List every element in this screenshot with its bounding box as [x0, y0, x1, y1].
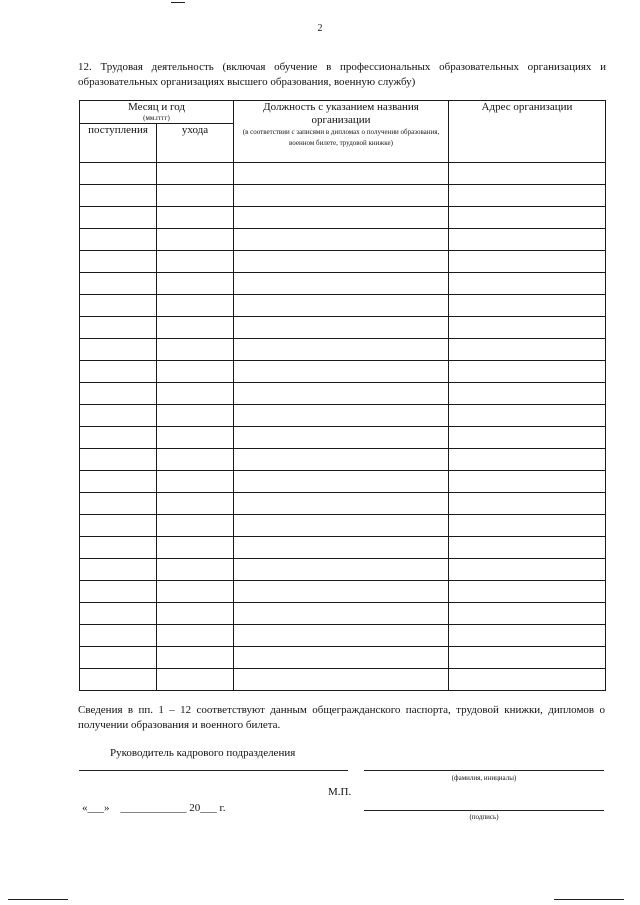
position-cell[interactable]: [234, 559, 449, 581]
scan-mark: [8, 899, 68, 900]
end-date-cell[interactable]: [157, 647, 234, 669]
end-date-cell[interactable]: [157, 515, 234, 537]
end-date-cell[interactable]: [157, 185, 234, 207]
end-date-cell[interactable]: [157, 493, 234, 515]
scan-mark: [171, 2, 185, 3]
table-row: [80, 559, 606, 581]
end-date-cell[interactable]: [157, 427, 234, 449]
table-row: [80, 669, 606, 691]
start-date-cell[interactable]: [80, 361, 157, 383]
address-cell[interactable]: [449, 625, 606, 647]
end-date-cell[interactable]: [157, 317, 234, 339]
table-row: [80, 603, 606, 625]
address-cell[interactable]: [449, 185, 606, 207]
start-date-cell[interactable]: [80, 669, 157, 691]
table-row: [80, 361, 606, 383]
end-date-cell[interactable]: [157, 339, 234, 361]
position-cell[interactable]: [234, 339, 449, 361]
position-cell[interactable]: [234, 251, 449, 273]
position-note: (в соответствии с записями в дипломах о получении образования, военном билете, трудовой книжке): [242, 128, 440, 147]
start-date-cell[interactable]: [80, 383, 157, 405]
table-row: [80, 581, 606, 603]
table-row: [80, 185, 606, 207]
address-cell[interactable]: [449, 647, 606, 669]
start-date-cell[interactable]: [80, 493, 157, 515]
table-row: [80, 537, 606, 559]
section-heading: 12. Трудовая деятельность (включая обучение в профессиональных образовательных организациях и образовательных организациях высшего образования, военную службу): [78, 61, 606, 88]
signature-line[interactable]: [364, 810, 604, 811]
start-date-cell[interactable]: [80, 449, 157, 471]
table-row: [80, 427, 606, 449]
end-date-cell[interactable]: [157, 471, 234, 493]
end-date-cell[interactable]: [157, 163, 234, 185]
start-date-cell[interactable]: [80, 207, 157, 229]
position-cell[interactable]: [234, 295, 449, 317]
position-cell[interactable]: [234, 449, 449, 471]
end-date-header: ухода: [157, 124, 234, 163]
end-date-cell[interactable]: [157, 383, 234, 405]
start-date-cell[interactable]: [80, 405, 157, 427]
start-date-cell[interactable]: [80, 185, 157, 207]
end-date-cell[interactable]: [157, 405, 234, 427]
position-cell[interactable]: [234, 405, 449, 427]
start-date-cell[interactable]: [80, 163, 157, 185]
month-year-header: [80, 101, 234, 124]
end-date-cell[interactable]: [157, 273, 234, 295]
address-cell[interactable]: [449, 163, 606, 185]
end-date-cell[interactable]: [157, 229, 234, 251]
table-row: [80, 273, 606, 295]
table-row: [80, 383, 606, 405]
end-date-cell[interactable]: [157, 603, 234, 625]
end-date-cell[interactable]: [157, 559, 234, 581]
page-number: 2: [317, 23, 323, 34]
start-date-cell[interactable]: [80, 339, 157, 361]
position-cell[interactable]: [234, 581, 449, 603]
address-cell[interactable]: [449, 273, 606, 295]
address-cell[interactable]: [449, 581, 606, 603]
address-cell[interactable]: [449, 515, 606, 537]
start-date-cell[interactable]: [80, 603, 157, 625]
end-date-cell[interactable]: [157, 669, 234, 691]
table-row: [80, 229, 606, 251]
address-cell[interactable]: [449, 493, 606, 515]
address-cell[interactable]: [449, 207, 606, 229]
position-cell[interactable]: [234, 669, 449, 691]
table-row: [80, 295, 606, 317]
end-date-cell[interactable]: [157, 581, 234, 603]
hr-signature-line[interactable]: [79, 770, 348, 771]
position-cell[interactable]: [234, 471, 449, 493]
end-date-cell[interactable]: [157, 295, 234, 317]
address-cell[interactable]: [449, 427, 606, 449]
name-line[interactable]: [364, 770, 604, 771]
stamp-label: М.П.: [328, 786, 352, 798]
address-cell[interactable]: [449, 559, 606, 581]
end-date-cell[interactable]: [157, 625, 234, 647]
table-row: [80, 449, 606, 471]
table-row: [80, 625, 606, 647]
address-cell[interactable]: [449, 471, 606, 493]
position-cell[interactable]: [234, 493, 449, 515]
address-header: Адрес организации: [449, 101, 606, 163]
start-date-cell[interactable]: [80, 559, 157, 581]
position-cell[interactable]: [234, 229, 449, 251]
table-row: [80, 339, 606, 361]
start-date-cell[interactable]: [80, 625, 157, 647]
position-cell[interactable]: [234, 185, 449, 207]
address-cell[interactable]: [449, 669, 606, 691]
position-cell[interactable]: [234, 603, 449, 625]
start-date-cell[interactable]: [80, 581, 157, 603]
address-cell[interactable]: [449, 317, 606, 339]
name-caption: (фамилия, инициалы): [451, 774, 517, 782]
start-date-cell[interactable]: [80, 229, 157, 251]
position-cell[interactable]: [234, 427, 449, 449]
start-date-cell[interactable]: [80, 427, 157, 449]
position-cell[interactable]: [234, 317, 449, 339]
address-cell[interactable]: [449, 339, 606, 361]
end-date-cell[interactable]: [157, 537, 234, 559]
table-row: [80, 207, 606, 229]
month-year-label: Месяц и год: [127, 101, 186, 113]
table-row: [80, 471, 606, 493]
position-cell[interactable]: [234, 537, 449, 559]
address-cell[interactable]: [449, 295, 606, 317]
end-date-cell[interactable]: [157, 207, 234, 229]
position-cell[interactable]: [234, 361, 449, 383]
start-date-cell[interactable]: [80, 647, 157, 669]
work-history-table: [79, 100, 606, 691]
start-date-cell[interactable]: [80, 317, 157, 339]
end-date-cell[interactable]: [157, 449, 234, 471]
address-cell[interactable]: [449, 537, 606, 559]
address-cell[interactable]: [449, 251, 606, 273]
start-date-cell[interactable]: [80, 273, 157, 295]
table-row: [80, 163, 606, 185]
date-line[interactable]: «___» ____________ 20___ г.: [82, 802, 226, 814]
start-date-cell[interactable]: [80, 471, 157, 493]
address-cell[interactable]: [449, 229, 606, 251]
certification-text: Сведения в пп. 1 – 12 соответствуют данным общегражданского паспорта, трудовой книжки, дипломов о получении образования и военного билета.: [78, 704, 605, 731]
end-date-cell[interactable]: [157, 361, 234, 383]
address-cell[interactable]: [449, 603, 606, 625]
address-cell[interactable]: [449, 405, 606, 427]
table-row: [80, 515, 606, 537]
hr-head-title: Руководитель кадрового подразделения: [110, 747, 296, 759]
position-cell[interactable]: [234, 515, 449, 537]
position-cell[interactable]: [234, 625, 449, 647]
table-row: [80, 251, 606, 273]
table-row: [80, 405, 606, 427]
table-row: [80, 647, 606, 669]
start-date-header: поступления: [80, 124, 157, 163]
position-cell[interactable]: [234, 273, 449, 295]
position-cell[interactable]: [234, 207, 449, 229]
address-cell[interactable]: [449, 361, 606, 383]
end-date-cell[interactable]: [157, 251, 234, 273]
table-body: [80, 163, 606, 691]
signature-caption: (подпись): [469, 813, 499, 821]
position-cell[interactable]: [234, 647, 449, 669]
start-date-cell[interactable]: [80, 537, 157, 559]
position-cell[interactable]: [234, 383, 449, 405]
position-label: Должность с указанием названия организации: [263, 101, 419, 126]
start-date-cell[interactable]: [80, 515, 157, 537]
address-cell[interactable]: [449, 449, 606, 471]
month-year-format: (мм.гггг): [143, 114, 170, 122]
table-row: [80, 493, 606, 515]
start-date-cell[interactable]: [80, 295, 157, 317]
address-cell[interactable]: [449, 383, 606, 405]
table-row: [80, 317, 606, 339]
scan-mark: [554, 899, 624, 900]
start-date-cell[interactable]: [80, 251, 157, 273]
position-cell[interactable]: [234, 163, 449, 185]
position-header: [234, 101, 449, 163]
